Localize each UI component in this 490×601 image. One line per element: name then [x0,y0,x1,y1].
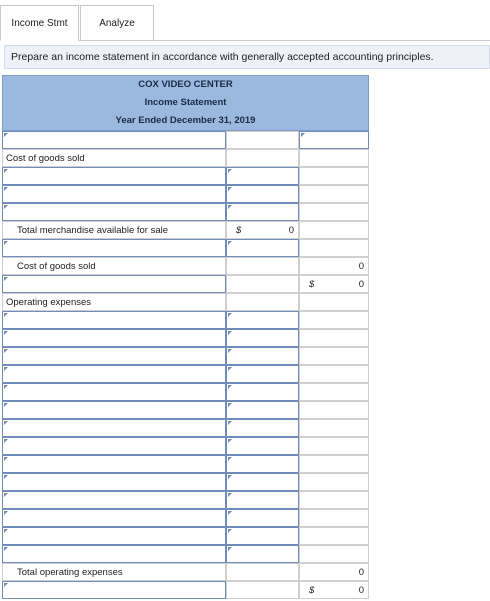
tab-bar [0,0,490,41]
amount-input[interactable] [226,509,299,527]
table-row [2,545,369,563]
account-select[interactable] [2,473,226,491]
statement-period: Year Ended December 31, 2019 [115,115,256,126]
table-row [2,419,369,437]
amount-cell [299,437,369,455]
account-select[interactable] [2,527,226,545]
account-select[interactable] [2,131,226,149]
total-opex-value: 0 [358,567,364,578]
account-select[interactable] [2,347,226,365]
amount-input[interactable] [226,347,299,365]
statement-title: Income Statement [144,97,227,108]
amount-cell [299,383,369,401]
amount-cell [226,149,299,167]
amount-input[interactable] [226,419,299,437]
total-operating-expenses-label: Total operating expenses [2,563,226,581]
amount-cell [299,509,369,527]
amount-input[interactable] [226,311,299,329]
amount-cell [226,563,299,581]
amount-input[interactable] [226,491,299,509]
instruction-banner: Prepare an income statement in accordance with generally accepted accounting principles. [4,45,490,69]
net-value: 0 [358,585,364,596]
table-row [2,347,369,365]
amount-input[interactable] [226,401,299,419]
tab-analyze[interactable]: Analyze [80,5,154,41]
amount-input[interactable] [226,365,299,383]
table-row [2,311,369,329]
table-row [2,491,369,509]
account-select[interactable] [2,311,226,329]
amount-cell [299,167,369,185]
dollar-sign: $ [309,585,315,596]
net-cell [299,581,369,599]
account-select[interactable] [2,383,226,401]
amount-cell [226,581,299,599]
amount-cell [299,203,369,221]
amount-cell [299,149,369,167]
account-select[interactable] [2,329,226,347]
amount-input[interactable] [226,455,299,473]
account-select[interactable] [2,365,226,383]
company-name: COX VIDEO CENTER [138,79,233,90]
amount-input[interactable] [226,473,299,491]
table-row [2,563,369,581]
total-merchandise-value: 0 [288,225,294,236]
cogs-cell [299,257,369,275]
account-select[interactable] [2,167,226,185]
amount-cell [226,257,299,275]
amount-input[interactable] [299,131,369,149]
table-row [2,581,369,599]
amount-cell [299,455,369,473]
account-select[interactable] [2,581,226,599]
amount-input[interactable] [226,383,299,401]
table-row [2,131,369,149]
amount-cell [299,401,369,419]
table-row [2,527,369,545]
amount-cell [299,185,369,203]
account-select[interactable] [2,275,226,293]
operating-expenses-label: Operating expenses [2,293,226,311]
amount-input[interactable] [226,527,299,545]
account-select[interactable] [2,509,226,527]
total-merchandise-cell [226,221,299,239]
account-select[interactable] [2,419,226,437]
amount-input[interactable] [226,203,299,221]
table-row [2,275,369,293]
amount-cell [299,329,369,347]
tab-income-stmt[interactable]: Income Stmt [0,5,79,41]
table-row [2,473,369,491]
gross-profit-cell [299,275,369,293]
account-select[interactable] [2,203,226,221]
table-row [2,509,369,527]
amount-cell [299,311,369,329]
account-select[interactable] [2,185,226,203]
amount-cell [226,293,299,311]
table-row [2,185,369,203]
account-select[interactable] [2,545,226,563]
account-select[interactable] [2,491,226,509]
table-row [2,221,369,239]
amount-cell [299,365,369,383]
cogs-label: Cost of goods sold [2,257,226,275]
account-select[interactable] [2,401,226,419]
amount-cell [299,545,369,563]
table-row [2,257,369,275]
total-opex-cell [299,563,369,581]
table-row [2,149,369,167]
table-row [2,365,369,383]
amount-input[interactable] [226,167,299,185]
table-row [2,203,369,221]
amount-input[interactable] [226,545,299,563]
gross-profit-value: 0 [358,279,364,290]
table-row [2,329,369,347]
total-merchandise-label: Total merchandise available for sale [2,221,226,239]
amount-input[interactable] [226,239,299,257]
amount-cell [299,491,369,509]
table-row [2,239,369,257]
amount-input[interactable] [226,329,299,347]
amount-input[interactable] [226,437,299,455]
table-row [2,293,369,311]
table-row [2,401,369,419]
dollar-sign: $ [236,225,242,236]
table-row [2,437,369,455]
amount-cell [299,239,369,257]
cogs-header-label: Cost of goods sold [2,149,226,167]
amount-cell [299,527,369,545]
amount-cell [226,131,299,149]
amount-cell [299,347,369,365]
amount-input[interactable] [226,185,299,203]
table-row [2,167,369,185]
amount-cell [299,419,369,437]
income-statement-grid [2,75,369,131]
account-select[interactable] [2,455,226,473]
account-select[interactable] [2,437,226,455]
amount-cell [226,275,299,293]
table-row [2,455,369,473]
amount-cell [299,473,369,491]
amount-cell [299,221,369,239]
dollar-sign: $ [309,279,315,290]
table-row [2,383,369,401]
account-select[interactable] [2,239,226,257]
amount-cell [299,293,369,311]
statement-header [2,75,369,131]
cogs-value: 0 [358,261,364,272]
